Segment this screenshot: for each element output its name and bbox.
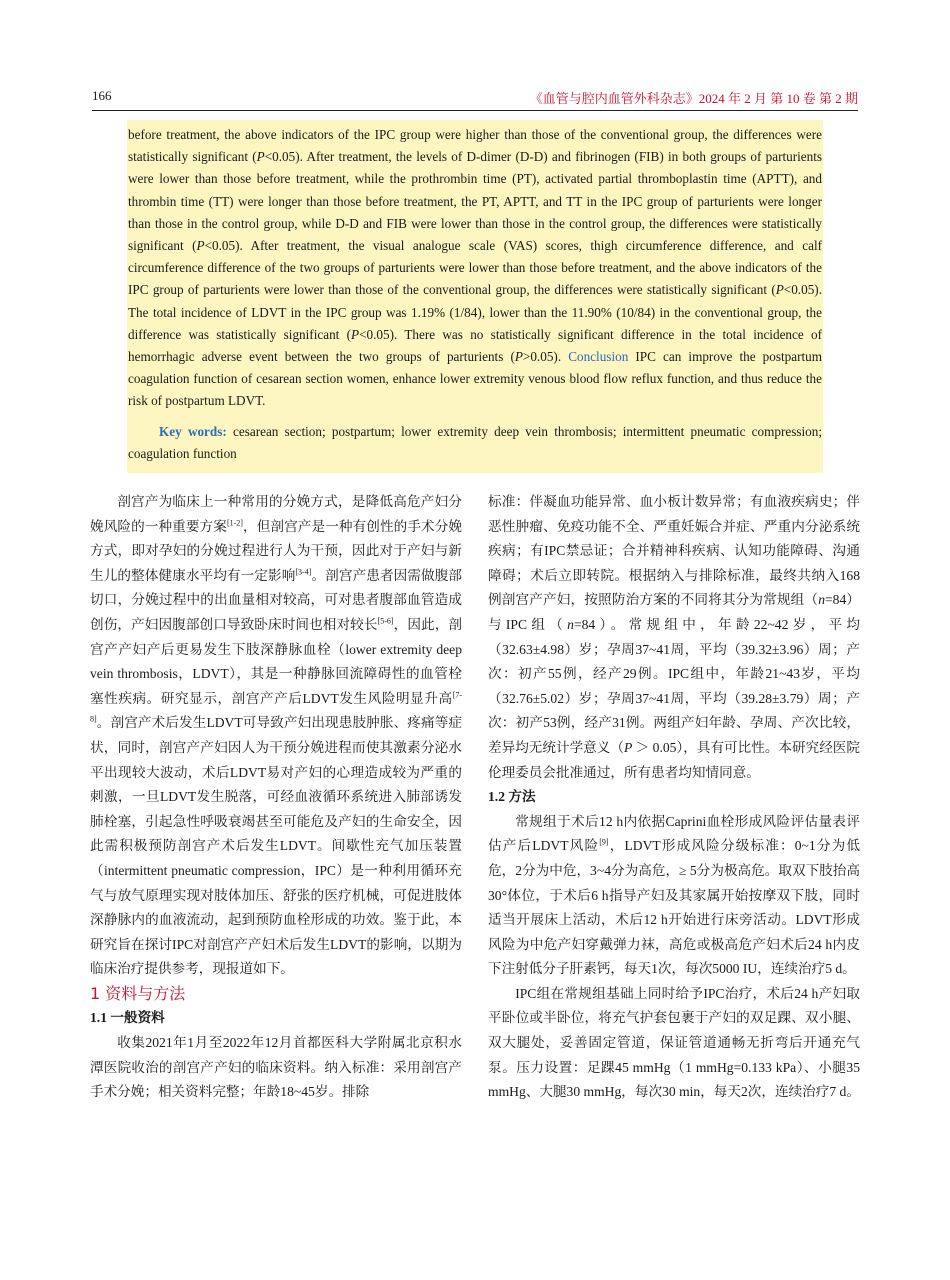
body-text: 常规组于术后12 h内依据Caprini血栓形成风险评估量表评估产后LDVT风险 — [488, 813, 860, 854]
page-header — [92, 88, 858, 108]
p-symbol: P — [256, 149, 265, 165]
p-symbol: P — [351, 326, 360, 342]
ipc-paragraph: IPC组在常规组基础上同时给予IPC治疗，术后24 h产妇取平卧位或半卧位，将充气护套包裹于产妇的双足踝、双小腿、双大腿处，妥善固定管道，保证管道通畅无折弯后开通充气泵。压力设置：足踝45 mmHg（1 mmHg=0.133 kPa）、小腿35 mmHg、大腿30 mmHg，每次30 min，每天2次，连续治疗7 d。 — [488, 985, 860, 1100]
body-text: =84）。常规组中，年龄22~42岁，平均（32.63±4.98）岁；孕周37~41周，平均（39.32±3.96）周；产次：初产55例，经产29例。IPC组中，年龄21~43岁，平均（32.76±5.02）岁；孕周37~41周，平均（39.28±3.79）周；产次：初产53例，经产31例。两组产妇年龄、孕周、产次比较，差异均无统计学意义（ — [488, 616, 860, 755]
citation: [3-4] — [295, 567, 312, 577]
n-symbol: n — [818, 592, 825, 608]
page-number: 166 — [92, 88, 112, 103]
abstract-text: <0.05). After treatment, the visual analogue scale (VAS) scores, thigh circumference difference, and calf circumference difference of the two groups of parturients were lower than those before treatment, and the above indicators of the IPC group of parturients were lower than those of the conventional group, the differences were statistically significant ( — [128, 238, 822, 298]
abstract-text: <0.05). There was no statistically significant difference in the total incidence of hemorrhagic adverse event between the two groups of parturients ( — [128, 326, 823, 365]
p-symbol: P — [775, 282, 784, 298]
body-text: 标准：伴凝血功能异常、血小板计数异常；有血液疾病史；伴恶性肿瘤、免疫功能不全、严重妊娠合并症、严重内分泌系统疾病；有IPC禁忌证；合并精神科疾病、认知功能障碍、沟通障碍；术后立即转院。根据纳入与排除标准，最终共纳入168例剖宫产产妇，按照防治方案的不同将其分为常规组（ — [488, 494, 860, 608]
intro-paragraph — [90, 490, 462, 982]
section-heading: 1 资料与方法 — [90, 983, 186, 1003]
body-text: =84）与IPC组（ — [488, 592, 861, 632]
header-rule — [92, 110, 858, 111]
abstract-results — [127, 124, 823, 413]
body-text: ，但剖宫产是一种有创性的手术分娩方式，即对孕妇的分娩过程进行人为干预，因此对于产妇与新生儿的整体健康水平均有一定影响 — [90, 518, 463, 583]
body-text: 剖宫产为临床上一种常用的分娩方式，是降低高危产妇分娩风险的一种重要方案 — [90, 494, 462, 534]
abstract-text: >0.05). — [522, 349, 569, 365]
body-text: ＞ 0.05），具有可比性。本研究经医院伦理委员会批准通过，所有患者均知情同意。 — [488, 739, 861, 780]
body-text: ，因此，剖宫产产妇产后更易发生下肢深静脉血栓（lower extremity deep vein thrombosis，LDVT），其是一种静脉回流障碍性的血管栓塞性疾病。研究显示，剖宫产产后LDVT发生风险明显升高 — [90, 616, 463, 706]
abstract-text: before treatment, the above indicators of the IPC group were higher than those of the conventional group, the differences were statistically significant ( — [128, 127, 822, 165]
subsection-heading: 1.2 方法 — [488, 789, 536, 805]
english-abstract — [127, 120, 823, 473]
citation: [7-8] — [90, 690, 462, 724]
general-data-paragraph: 收集2021年1月至2022年12月首都医科大学附属北京积水潭医院收治的剖宫产产妇的临床资料。纳入标准：采用剖宫产手术分娩；相关资料完整；年龄18~45岁。排除 — [90, 1035, 462, 1100]
body-text: ，LDVT形成风险分级标准：0~1分为低危，2分为中危，3~4分为高危，≥ 5分为极高危。取双下肢抬高30°体位，于术后6 h指导产妇及其家属开始按摩双下肢，同时适当开展床上活动，术后12 h开始进行床旁活动。LDVT形成风险为中危产妇穿戴弹力袜，高危或极高危产妇术后24 h内皮下注射低分子肝素钙，每天1次，每次5000 IU，连续治疗5 d。 — [488, 838, 860, 977]
p-symbol: P — [514, 349, 523, 365]
abstract-text: <0.05). The total incidence of LDVT in the IPC group was 1.19% (1/84), lower than the 11.90% (10/84) in the conventional group, the difference was statistically significant ( — [128, 282, 822, 342]
conclusion-label: Conclusion — [568, 349, 629, 365]
p-symbol: P — [196, 238, 205, 254]
p-symbol: P — [623, 739, 633, 755]
n-symbol: n — [567, 616, 574, 632]
method-paragraph — [488, 810, 860, 982]
keywords-label: Key words: — [159, 423, 227, 439]
body-text: 。剖宫产患者因需做腹部切口，分娩过程中的出血量相对较高，可对患者腹部血管造成创伤，产妇因腹部创口导致卧床时间也相对较长 — [90, 567, 463, 632]
citation: [5-6] — [377, 616, 394, 626]
keywords-text: cesarean section; postpartum; lower extremity deep vein thrombosis; intermittent pneumatic compression; coagulation function — [128, 423, 822, 461]
body-text: 。剖宫产术后发生LDVT可导致产妇出现患肢肿胀、疼痛等症状，同时，剖宫产产妇因人为干预分娩进程而使其激素分泌水平出现较大波动，术后LDVT易对产妇的心理造成较为严重的刺激，一旦LDVT发生脱落，可经血液循环系统进入肺部诱发肺栓塞，引起急性呼吸衰竭甚至可能危及产妇的生命安全，因此需积极预防剖宫产术后发生LDVT。间歇性充气加压装置（intermittent pneumatic compression，IPC）是一种利用循环充气与放气原理实现对肢体加压、舒张的医疗机械，可促进肢体深静脉内的血液流动，起到预防血栓形成的功效。鉴于此，本研究旨在探讨IPC对剖宫产产妇术后发生LDVT的影响，以期为临床治疗提供参考，现报道如下。 — [90, 715, 462, 977]
left-column — [90, 490, 462, 1105]
conclusion-text: IPC can improve the postpartum coagulation function of cesarean section women, enhance lower extremity venous blood flow reflux function, and thus reduce the risk of postpartum LDVT. — [128, 349, 822, 409]
subsection-heading: 1.1 一般资料 — [90, 1010, 165, 1026]
criteria-paragraph — [488, 490, 860, 785]
keywords — [127, 421, 823, 465]
abstract-text: <0.05). After treatment, the levels of D-dimer (D-D) and fibrinogen (FIB) in both groups of parturients were lower than those before treatment, while the prothrombin time (PT), activated partial thromboplastin time (APTT), and thrombin time (TT) were longer than those before treatment, the PT, APTT, and TT in the IPC group of parturients were longer than those in the control group, while D-D and FIB were lower than those in the control group, the differences were statistically significant ( — [128, 149, 823, 254]
citation: [1-2] — [226, 518, 243, 528]
right-column — [488, 490, 860, 1105]
citation: [9] — [599, 837, 609, 847]
journal-citation: 《血管与腔内血管外科杂志》2024 年 2 月 第 10 卷 第 2 期 — [529, 91, 858, 106]
